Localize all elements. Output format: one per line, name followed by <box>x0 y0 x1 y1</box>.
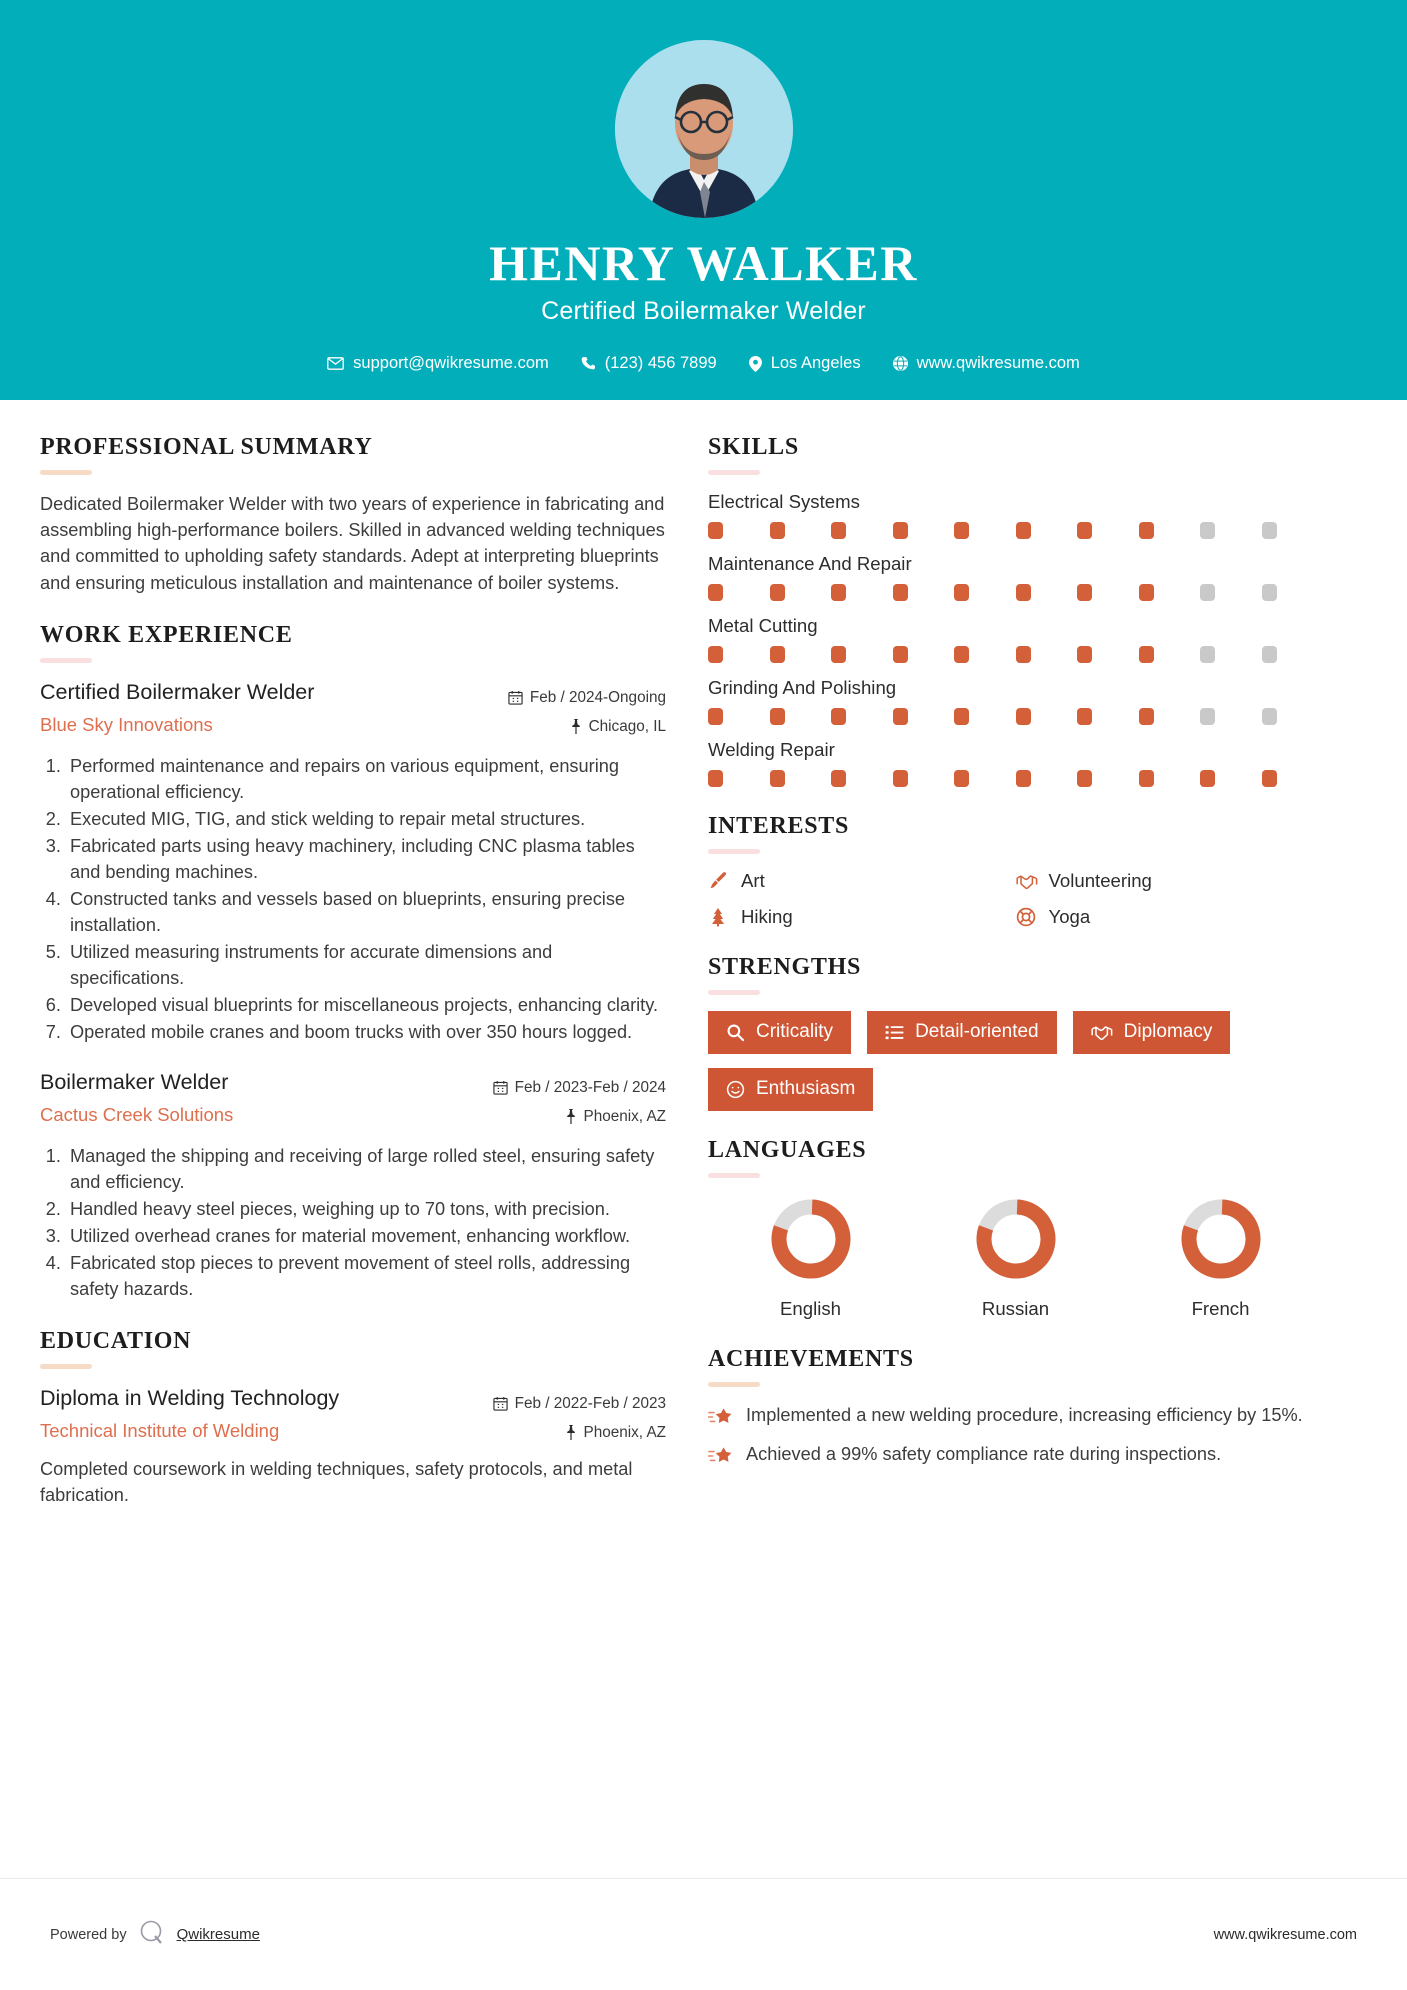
skill-dot-cell <box>1077 646 1139 663</box>
left-column <box>40 434 666 1534</box>
phone-icon <box>581 356 596 371</box>
list-icon <box>885 1023 904 1042</box>
skill-dot <box>770 708 785 725</box>
skill-dot-cell <box>1016 646 1078 663</box>
skill-dot-cell <box>1139 584 1201 601</box>
section-title-languages: LANGUAGES <box>708 1136 867 1163</box>
interest-item <box>1016 870 1324 892</box>
skill-dot-cell <box>1077 708 1139 725</box>
skill-dot-cell <box>1077 584 1139 601</box>
language-item <box>1118 1194 1323 1320</box>
bullet-list <box>40 753 666 1045</box>
skill-dot <box>1077 522 1092 539</box>
skill-dot-cell <box>1077 770 1139 787</box>
bullet-item: 6. Developed visual blueprints for miscellaneous projects, enhancing clarity. <box>66 992 666 1018</box>
skill-dot <box>1200 708 1215 725</box>
entry-main <box>40 679 508 737</box>
summary-text: Dedicated Boilermaker Welder with two years of experience in fabricating and assembling high-performance boilers. Skilled in advanced welding techniques and committed to upholding safety standards. Adept at interpreting blueprints and ensuring meticulous installation and maintenance of boiler systems. <box>40 494 665 593</box>
section-rule <box>40 658 92 663</box>
skill-dot-cell <box>1200 708 1262 725</box>
education-entry <box>40 1385 666 1508</box>
calendar-icon <box>493 1396 508 1411</box>
page-title: HENRY WALKER <box>489 235 918 291</box>
avatar-photo <box>615 40 793 218</box>
education-list <box>40 1385 666 1508</box>
bullet-item: 1. Managed the shipping and receiving of large rolled steel, ensuring safety and efficiency. <box>66 1143 666 1195</box>
section-title-interests: INTERESTS <box>708 813 850 839</box>
strength-tag[interactable] <box>867 1011 1057 1054</box>
skill-dot-cell <box>954 646 1016 663</box>
achievements-list <box>708 1403 1323 1469</box>
skill-dot-cell <box>1139 770 1201 787</box>
bullet-item: 7. Operated mobile cranes and boom trucks with over 350 hours logged. <box>66 1019 666 1045</box>
skill-label: Electrical Systems <box>708 491 860 512</box>
skill-dot-cell <box>893 646 955 663</box>
contact-email[interactable] <box>311 354 565 373</box>
skill-dot-cell <box>770 584 832 601</box>
entry-meta <box>493 1069 666 1131</box>
section-achievements <box>708 1346 1323 1469</box>
section-rule <box>708 990 760 995</box>
entry-meta <box>493 1385 666 1447</box>
skill-dot <box>1262 584 1277 601</box>
skill-dot <box>954 770 969 787</box>
skill-dot-cell <box>893 708 955 725</box>
skill-dot-cell <box>954 522 1016 539</box>
language-item <box>708 1194 913 1320</box>
skill-dot-cell <box>770 770 832 787</box>
skill-dot-cell <box>1016 708 1078 725</box>
entry-main <box>40 1069 493 1127</box>
skill-dot-cell <box>831 522 893 539</box>
achievement-text: Achieved a 99% safety compliance rate during inspections. <box>746 1444 1222 1465</box>
entry-dates-text: Feb / 2022-Feb / 2023 <box>514 1395 666 1413</box>
skill-dot-cell <box>1016 584 1078 601</box>
skills-list <box>708 491 1323 787</box>
qwikresume-logo-icon <box>139 1919 165 1950</box>
skill-dot-cell <box>1139 708 1201 725</box>
skill-dot-cell <box>1200 584 1262 601</box>
skill-dot-cell <box>893 584 955 601</box>
bullet-item: 1. Performed maintenance and repairs on various equipment, ensuring operational efficiency. <box>66 753 666 805</box>
skill-dot <box>770 646 785 663</box>
skill-item <box>708 615 1323 663</box>
avatar <box>615 40 793 218</box>
bullet-list <box>40 1143 666 1302</box>
interest-label: Hiking <box>741 906 793 927</box>
bullet-item: 2. Executed MIG, TIG, and stick welding to repair metal structures. <box>66 806 666 832</box>
skill-dot <box>1077 646 1092 663</box>
skill-dot-cell <box>1139 646 1201 663</box>
section-work-experience <box>40 622 666 1303</box>
skill-rating <box>708 646 1323 663</box>
lifebuoy-icon <box>1016 907 1038 927</box>
skill-dot-cell <box>831 708 893 725</box>
skill-dot-cell <box>770 522 832 539</box>
section-rule <box>708 1382 760 1387</box>
strength-label: Diplomacy <box>1123 1021 1213 1042</box>
section-title-achievements: ACHIEVEMENTS <box>708 1345 914 1372</box>
entry-location <box>493 1102 666 1131</box>
skill-dot <box>708 584 723 601</box>
contact-phone-text: (123) 456 7899 <box>604 354 717 372</box>
right-column <box>708 434 1323 1494</box>
skill-rating <box>708 584 1323 601</box>
skill-dot-cell <box>831 646 893 663</box>
handshake-icon <box>1016 871 1038 891</box>
skill-dot-cell <box>708 646 770 663</box>
skill-dot-cell <box>893 770 955 787</box>
skill-dot-cell <box>1139 522 1201 539</box>
section-rule <box>708 1173 760 1178</box>
school-name: Technical Institute of Welding <box>40 1420 280 1442</box>
section-title-work: WORK EXPERIENCE <box>40 621 293 648</box>
footer <box>0 1878 1407 1990</box>
skill-dot <box>708 522 723 539</box>
skill-item <box>708 739 1323 787</box>
language-item <box>913 1194 1118 1320</box>
language-label: French <box>1191 1297 1250 1319</box>
strength-tag[interactable] <box>708 1011 851 1054</box>
entry-location-text: Chicago, IL <box>588 717 666 735</box>
section-title-strengths: STRENGTHS <box>708 954 862 980</box>
skill-dot <box>1262 646 1277 663</box>
contact-website[interactable] <box>877 354 1096 373</box>
company-name: Cactus Creek Solutions <box>40 1104 234 1126</box>
entry-dates-text: Feb / 2024-Ongoing <box>529 688 666 706</box>
achievement-text: Implemented a new welding procedure, increasing efficiency by 15%. <box>746 1404 1303 1425</box>
skill-dot-cell <box>1016 770 1078 787</box>
skill-dot <box>1016 646 1031 663</box>
location-pin-icon <box>749 356 762 372</box>
skill-dot-cell <box>1262 522 1324 539</box>
skill-item <box>708 553 1323 601</box>
pin-icon <box>565 1109 577 1124</box>
skill-dot <box>1077 770 1092 787</box>
shooting-star-icon <box>708 1442 734 1467</box>
skill-item <box>708 491 1323 539</box>
language-donut-chart <box>971 1194 1061 1284</box>
entry-header <box>40 1069 666 1131</box>
work-entry <box>40 679 666 1045</box>
footer-url: www.qwikresume.com <box>1213 1926 1357 1943</box>
skill-dot <box>1139 522 1154 539</box>
skill-dot <box>1200 646 1215 663</box>
skill-dot <box>708 770 723 787</box>
skill-dot-cell <box>708 522 770 539</box>
globe-icon <box>893 356 908 371</box>
skill-dot <box>893 770 908 787</box>
section-languages <box>708 1137 1323 1320</box>
bullet-item: 4. Fabricated stop pieces to prevent movement of steel rolls, addressing safety hazards. <box>66 1250 666 1302</box>
search-icon <box>726 1023 745 1042</box>
skill-dot-cell <box>1200 770 1262 787</box>
skill-dot <box>893 584 908 601</box>
skill-dot <box>1077 708 1092 725</box>
skill-label: Maintenance And Repair <box>708 553 912 574</box>
bullet-item: 3. Fabricated parts using heavy machinery, including CNC plasma tables and bending machines. <box>66 833 666 885</box>
skill-dot-cell <box>1200 522 1262 539</box>
section-rule <box>708 470 760 475</box>
skill-dot <box>1262 522 1277 539</box>
entry-description: Completed coursework in welding techniques, safety protocols, and metal fabrication. <box>40 1459 633 1506</box>
entry-dates <box>508 683 666 712</box>
skill-dot-cell <box>708 708 770 725</box>
handshake-icon <box>1091 1022 1113 1042</box>
skill-dot <box>1139 708 1154 725</box>
interest-item <box>708 870 1016 892</box>
languages-list <box>708 1194 1323 1320</box>
skill-dot-cell <box>1262 770 1324 787</box>
bullet-item: 4. Constructed tanks and vessels based on blueprints, ensuring precise installation. <box>66 886 666 938</box>
pin-icon <box>570 719 582 734</box>
entry-location-text: Phoenix, AZ <box>583 1108 666 1126</box>
entry-main <box>40 1385 493 1443</box>
skill-dot <box>1139 584 1154 601</box>
skill-rating <box>708 708 1323 725</box>
skill-dot <box>954 522 969 539</box>
skill-dot <box>831 522 846 539</box>
skill-dot-cell <box>1016 522 1078 539</box>
skill-dot <box>831 646 846 663</box>
shooting-star-icon <box>708 1403 734 1428</box>
skill-dot <box>893 522 908 539</box>
calendar-icon <box>493 1080 508 1095</box>
skill-dot <box>831 708 846 725</box>
job-title: Boilermaker Welder <box>40 1070 229 1095</box>
skill-dot <box>954 646 969 663</box>
calendar-icon <box>508 690 523 705</box>
bullet-item: 3. Utilized overhead cranes for material movement, enhancing workflow. <box>66 1223 666 1249</box>
skill-dot-cell <box>893 522 955 539</box>
skill-dot <box>1200 584 1215 601</box>
skill-dot <box>1016 522 1031 539</box>
strength-label: Detail-oriented <box>915 1021 1039 1042</box>
entry-header <box>40 1385 666 1447</box>
degree-title: Diploma in Welding Technology <box>40 1386 340 1411</box>
skill-dot <box>1016 708 1031 725</box>
strengths-list <box>708 1011 1323 1111</box>
contact-phone[interactable] <box>565 354 733 373</box>
interest-label: Volunteering <box>1048 870 1152 891</box>
interest-label: Yoga <box>1048 906 1091 927</box>
skill-dot-cell <box>1262 708 1324 725</box>
job-title: Certified Boilermaker Welder <box>40 679 315 704</box>
contact-row <box>311 354 1096 373</box>
section-rule <box>40 470 92 475</box>
section-interests <box>708 813 1323 928</box>
skill-dot <box>1139 646 1154 663</box>
envelope-icon <box>327 357 344 370</box>
work-list <box>40 679 666 1303</box>
achievement-item <box>708 1403 1323 1429</box>
skill-dot <box>708 646 723 663</box>
entry-dates <box>493 1073 666 1102</box>
skill-dot <box>1016 584 1031 601</box>
skill-dot <box>1077 584 1092 601</box>
powered-by-label: Powered by <box>50 1926 127 1943</box>
pin-icon <box>565 1425 577 1440</box>
entry-header <box>40 679 666 741</box>
interest-item <box>1016 906 1324 928</box>
skill-dot-cell <box>831 770 893 787</box>
paintbrush-icon <box>708 871 730 891</box>
strength-tag[interactable] <box>708 1068 873 1111</box>
section-rule <box>708 849 760 854</box>
skill-dot <box>954 708 969 725</box>
skill-dot-cell <box>954 770 1016 787</box>
resume-header <box>0 0 1407 400</box>
contact-website-text: www.qwikresume.com <box>916 354 1080 372</box>
skill-dot <box>1016 770 1031 787</box>
header-subtitle: Certified Boilermaker Welder <box>541 297 866 325</box>
entry-dates <box>493 1389 666 1418</box>
section-skills <box>708 434 1323 787</box>
strength-tag[interactable] <box>1073 1011 1231 1054</box>
entry-location <box>493 1418 666 1447</box>
language-donut-chart <box>1176 1194 1266 1284</box>
strength-label: Enthusiasm <box>756 1077 856 1099</box>
skill-item <box>708 677 1323 725</box>
skill-dot <box>1262 708 1277 725</box>
skill-dot <box>770 770 785 787</box>
contact-location-text: Los Angeles <box>770 354 861 372</box>
skill-label: Metal Cutting <box>708 615 818 636</box>
skill-dot-cell <box>1262 646 1324 663</box>
resume-body <box>0 400 1407 1534</box>
language-label: English <box>780 1297 841 1319</box>
bullet-item: 5. Utilized measuring instruments for accurate dimensions and specifications. <box>66 939 666 991</box>
entry-location <box>508 712 666 741</box>
contact-location[interactable] <box>733 354 877 373</box>
skill-label: Welding Repair <box>708 739 835 760</box>
entry-meta <box>508 679 666 741</box>
interest-item <box>708 906 1016 928</box>
pine-tree-icon <box>708 907 730 927</box>
strength-label: Criticality <box>756 1021 834 1042</box>
skill-dot-cell <box>954 584 1016 601</box>
section-education <box>40 1328 666 1508</box>
skill-dot <box>893 708 908 725</box>
skill-dot-cell <box>1262 584 1324 601</box>
skill-dot-cell <box>1200 646 1262 663</box>
skill-dot-cell <box>831 584 893 601</box>
section-title-education: EDUCATION <box>40 1328 192 1355</box>
skill-label: Grinding And Polishing <box>708 677 897 698</box>
skill-dot <box>1200 522 1215 539</box>
smiley-icon <box>726 1080 745 1099</box>
section-rule <box>40 1364 92 1369</box>
skill-dot <box>954 584 969 601</box>
work-entry <box>40 1069 666 1302</box>
skill-dot <box>1262 770 1277 787</box>
skill-dot <box>1139 770 1154 787</box>
skill-dot <box>770 522 785 539</box>
section-title-skills: SKILLS <box>708 434 799 460</box>
language-donut-chart <box>766 1194 856 1284</box>
section-strengths <box>708 954 1323 1111</box>
company-name: Blue Sky Innovations <box>40 713 213 735</box>
skill-dot-cell <box>1077 522 1139 539</box>
skill-dot <box>831 770 846 787</box>
skill-dot <box>893 646 908 663</box>
bullet-item: 2. Handled heavy steel pieces, weighing up to 70 tons, with precision. <box>66 1196 666 1222</box>
skill-dot-cell <box>708 770 770 787</box>
section-professional-summary <box>40 434 666 596</box>
skill-dot <box>708 708 723 725</box>
skill-dot-cell <box>954 708 1016 725</box>
skill-rating <box>708 522 1323 539</box>
entry-location-text: Phoenix, AZ <box>583 1424 666 1442</box>
skill-dot <box>770 584 785 601</box>
skill-dot <box>1200 770 1215 787</box>
interest-label: Art <box>741 870 765 891</box>
skill-rating <box>708 770 1323 787</box>
language-label: Russian <box>981 1297 1050 1319</box>
entry-dates-text: Feb / 2023-Feb / 2024 <box>514 1079 666 1097</box>
skill-dot-cell <box>708 584 770 601</box>
skill-dot-cell <box>770 708 832 725</box>
section-title-summary: PROFESSIONAL SUMMARY <box>40 434 373 460</box>
skill-dot-cell <box>770 646 832 663</box>
powered-by <box>50 1919 260 1950</box>
contact-email-text: support@qwikresume.com <box>353 354 549 372</box>
skill-dot <box>831 584 846 601</box>
achievement-item <box>708 1442 1323 1468</box>
qwikresume-link[interactable]: Qwikresume <box>176 1926 260 1943</box>
interests-list <box>708 870 1323 928</box>
